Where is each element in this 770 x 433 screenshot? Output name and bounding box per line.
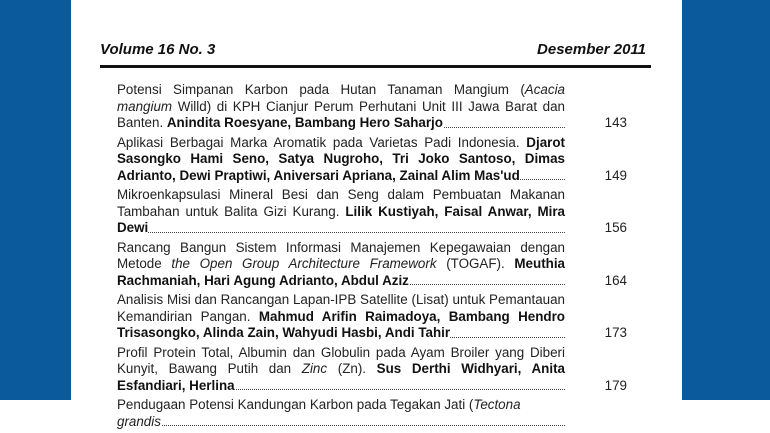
entry-title-italic: Acacia mangium [117, 82, 565, 114]
issue-date: Desember 2011 [537, 41, 646, 58]
toc-entry[interactable] [117, 82, 637, 132]
toc-entry[interactable] [117, 292, 637, 342]
entry-title: Potensi Simpanan Karbon pada Hutan Tanaman Mangium ( [117, 82, 525, 97]
header-rule [100, 65, 651, 68]
entry-title: Pendugaan Potensi Kandungan Karbon pada Tegakan Jati ( [117, 397, 474, 412]
entry-title: Rancang Bangun Sistem Informasi Manajemen Kepegawaian dengan Metode [117, 239, 565, 271]
page-number: 143 [604, 115, 627, 130]
entry-title: (Zn). [327, 361, 377, 376]
entry-authors: Djarot Sasongko Hami Seno, Satya Nugroho, Tri Joko Santoso, Dimas Adrianto, Dewi Praptiwi, Aniversari Apriana, Zainal Alim Mas'ud [117, 134, 565, 183]
entry-authors: Mahmud Arifin Raimadoya, Bambang Hendro Trisasongko, Alinda Zain, Wahyudi Hasbi, Andi Tahir [117, 308, 565, 340]
entry-title-italic: the Open Group Architecture Framework [171, 256, 437, 271]
page-number: 179 [604, 377, 627, 393]
entry-title-italic: Zinc [301, 361, 328, 376]
right-blue-band [682, 0, 770, 400]
entry-authors: Anindita Roesyane, Bambang Hero Saharjo [166, 115, 443, 130]
entry-title-italic: Tectona grandis [117, 397, 521, 429]
entry-title: Profil Protein Total, Albumin dan Globulin pada Ayam Broiler yang Diberi Kunyit, Bawang Putih dan [117, 344, 565, 376]
entry-title: (TOGAF). [436, 256, 515, 271]
entry-authors: Meuthia Rachmaniah, Hari Agung Adrianto, Abdul Aziz [117, 256, 565, 288]
entry-title: Mikroenkapsulasi Mineral Besi dan Seng dalam Pembuatan Makanan Tambahan untuk Balita Gizi Kurang. [117, 187, 565, 219]
toc-entry[interactable] [117, 345, 637, 395]
toc-entry[interactable] [117, 187, 637, 237]
toc-entry[interactable] [117, 240, 637, 290]
entry-title: Analisis Misi dan Rancangan Lapan-IPB Satellite (Lisat) untuk Pemantauan Kemandirian Pangan. [117, 292, 565, 324]
entry-title: Willd) di KPH Cianjur Perum Perhutani Unit III Jawa Barat dan Banten. [117, 98, 565, 130]
volume-label: Volume 16 No. 3 [100, 41, 216, 58]
page-number: 173 [604, 325, 627, 340]
toc-entry[interactable] [117, 135, 637, 185]
entry-title: Aplikasi Berbagai Marka Aromatik pada Varietas Padi Indonesia. [117, 134, 527, 150]
toc-entry[interactable] [117, 397, 637, 430]
table-of-contents [117, 82, 637, 433]
entry-authors: Sus Derthi Widhyari, Anita Esfandiari, Herlina [117, 361, 565, 393]
left-blue-band [0, 0, 71, 400]
page-number: 164 [604, 272, 627, 288]
entry-authors: Lilik Kustiyah, Faisal Anwar, Mira Dewi [117, 203, 566, 235]
page-number: 156 [604, 220, 627, 235]
page-number: 149 [604, 167, 627, 183]
